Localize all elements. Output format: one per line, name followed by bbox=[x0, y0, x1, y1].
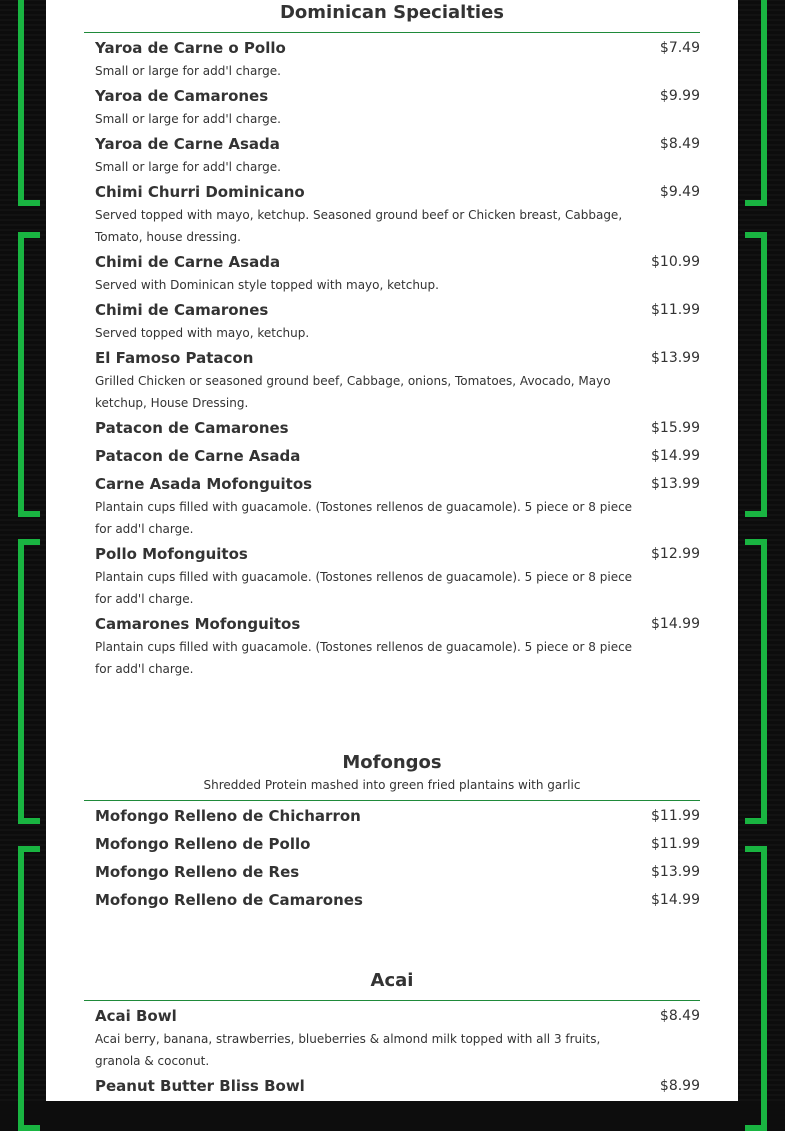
item-price: $14.99 bbox=[651, 448, 700, 464]
menu-item[interactable] bbox=[84, 470, 700, 540]
right-bracket-decoration bbox=[745, 539, 767, 824]
item-description: Plantain cups filled with guacamole. (Tostones rellenos de guacamole). 5 piece or 8 piece for add'l charge. bbox=[95, 500, 633, 536]
item-name: Camarones Mofonguitos bbox=[95, 615, 301, 633]
menu-item[interactable] bbox=[84, 296, 700, 344]
menu-panel bbox=[46, 0, 738, 1101]
item-name: Chimi Churri Dominicano bbox=[95, 183, 305, 201]
item-price: $11.99 bbox=[651, 836, 700, 852]
left-bracket-decoration bbox=[18, 846, 40, 1131]
item-description: Served topped with mayo, ketchup. bbox=[95, 326, 310, 340]
menu-item[interactable] bbox=[84, 248, 700, 296]
item-price: $9.49 bbox=[659, 184, 700, 200]
section-subtitle: Shredded Protein mashed into green fried plantains with garlic bbox=[203, 778, 581, 792]
item-price: $12.99 bbox=[651, 546, 700, 562]
right-bracket-decoration bbox=[745, 232, 767, 517]
item-price: $9.99 bbox=[659, 88, 700, 104]
left-bracket-decoration bbox=[18, 539, 40, 824]
item-name: Patacon de Camarones bbox=[95, 419, 289, 437]
menu-item[interactable] bbox=[84, 414, 700, 442]
item-name: Carne Asada Mofonguitos bbox=[95, 475, 313, 493]
section-title: Dominican Specialties bbox=[279, 2, 505, 23]
item-price: $11.99 bbox=[651, 302, 700, 318]
item-price: $13.99 bbox=[651, 476, 700, 492]
item-name: Chimi de Camarones bbox=[95, 301, 269, 319]
item-name: Yaroa de Camarones bbox=[95, 87, 269, 105]
item-name: Yaroa de Carne o Pollo bbox=[95, 39, 286, 57]
menu-item[interactable] bbox=[84, 344, 700, 414]
item-name: Yaroa de Carne Asada bbox=[95, 135, 280, 153]
menu-item[interactable] bbox=[84, 886, 700, 914]
item-name: Peanut Butter Bliss Bowl bbox=[95, 1077, 305, 1095]
item-price: $7.49 bbox=[659, 40, 700, 56]
item-description: Plantain cups filled with guacamole. (Tostones rellenos de guacamole). 5 piece or 8 piece for add'l charge. bbox=[95, 570, 633, 606]
menu-section-mofongos bbox=[84, 751, 700, 914]
item-price: $8.49 bbox=[659, 1008, 700, 1024]
menu-item[interactable] bbox=[84, 130, 700, 178]
item-price: $15.99 bbox=[651, 420, 700, 436]
menu-item[interactable] bbox=[84, 830, 700, 858]
item-description: Plantain cups filled with guacamole. (Tostones rellenos de guacamole). 5 piece or 8 piece for add'l charge. bbox=[95, 640, 633, 676]
menu-section-dominican-specialties bbox=[84, 1, 700, 680]
menu-item[interactable] bbox=[84, 858, 700, 886]
item-price: $13.99 bbox=[651, 864, 700, 880]
item-price: $14.99 bbox=[651, 616, 700, 632]
item-name: El Famoso Patacon bbox=[95, 349, 254, 367]
menu-item[interactable] bbox=[84, 178, 700, 248]
item-name: Patacon de Carne Asada bbox=[95, 447, 301, 465]
menu-item[interactable] bbox=[84, 82, 700, 130]
section-title: Acai bbox=[370, 970, 414, 991]
item-price: $10.99 bbox=[651, 254, 700, 270]
item-name: Pollo Mofonguitos bbox=[95, 545, 248, 563]
left-bracket-decoration bbox=[18, 232, 40, 517]
item-price: $11.99 bbox=[651, 808, 700, 824]
right-bracket-decoration bbox=[745, 846, 767, 1131]
menu-item[interactable] bbox=[84, 1002, 700, 1072]
item-name: Mofongo Relleno de Res bbox=[95, 863, 300, 881]
item-description: Small or large for add'l charge. bbox=[95, 160, 281, 174]
item-description: Small or large for add'l charge. bbox=[95, 64, 281, 78]
item-name: Acai Bowl bbox=[95, 1007, 177, 1025]
left-bracket-decoration bbox=[18, 0, 40, 206]
menu-item[interactable] bbox=[84, 442, 700, 470]
item-description: Served with Dominican style topped with mayo, ketchup. bbox=[95, 278, 439, 292]
item-name: Mofongo Relleno de Pollo bbox=[95, 835, 311, 853]
menu-section-acai bbox=[84, 969, 700, 1100]
item-price: $13.99 bbox=[651, 350, 700, 366]
menu-item[interactable] bbox=[84, 34, 700, 82]
item-description: Small or large for add'l charge. bbox=[95, 112, 281, 126]
section-title: Mofongos bbox=[342, 752, 442, 773]
item-price: $14.99 bbox=[651, 892, 700, 908]
item-name: Mofongo Relleno de Chicharron bbox=[95, 807, 361, 825]
menu-item[interactable] bbox=[84, 1072, 700, 1100]
item-price: $8.49 bbox=[659, 136, 700, 152]
menu-item[interactable] bbox=[84, 610, 700, 680]
menu-item[interactable] bbox=[84, 540, 700, 610]
item-description: Acai berry, banana, strawberries, blueberries & almond milk topped with all 3 fruits, granola & coconut. bbox=[95, 1032, 601, 1068]
item-name: Chimi de Carne Asada bbox=[95, 253, 281, 271]
item-name: Mofongo Relleno de Camarones bbox=[95, 891, 363, 909]
right-bracket-decoration bbox=[745, 0, 767, 206]
item-description: Grilled Chicken or seasoned ground beef, Cabbage, onions, Tomatoes, Avocado, Mayo ketchup, House Dressing. bbox=[95, 374, 611, 410]
item-price: $8.99 bbox=[659, 1078, 700, 1094]
item-description: Served topped with mayo, ketchup. Seasoned ground beef or Chicken breast, Cabbage, Tomato, house dressing. bbox=[95, 208, 623, 244]
menu-item[interactable] bbox=[84, 802, 700, 830]
